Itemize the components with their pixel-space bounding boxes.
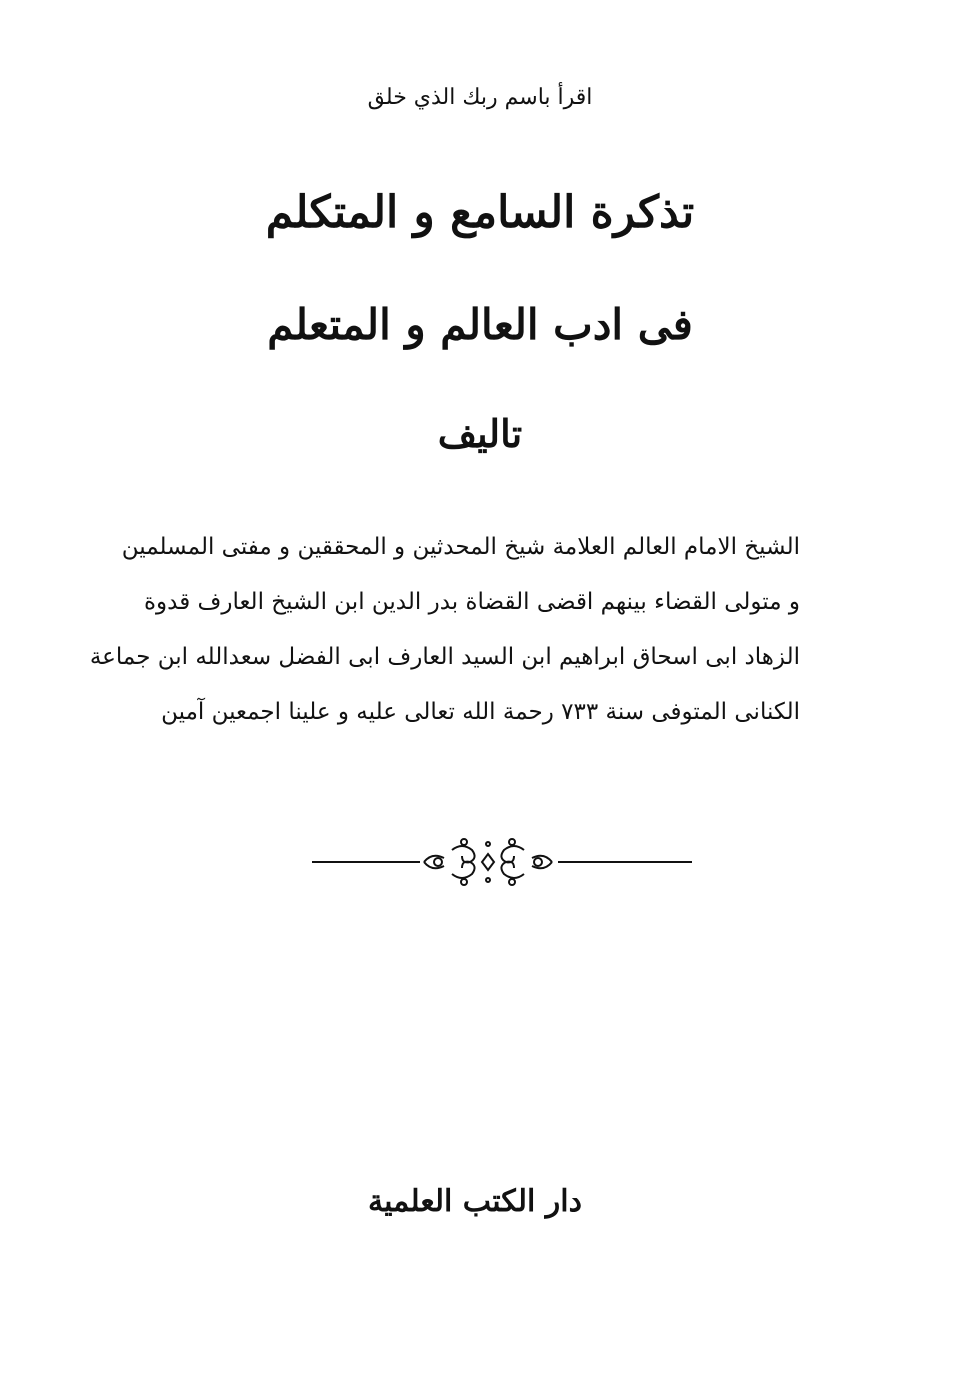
authorship-label: تاليف <box>437 411 523 456</box>
author-line: الشيخ الامام العالم العلامة شيخ المحدثين و المحققين و مفتى المسلمين <box>121 534 800 560</box>
author-line: الكنانى المتوفى سنة ٧٣٣ رحمة الله تعالى عليه و علينا اجمعين آمين <box>161 699 800 725</box>
author-line: و متولى القضاء بينهم اقضى القضاة بدر الدين ابن الشيخ العارف قدوة <box>143 589 800 615</box>
book-title: تذكرة السامع و المتكلم <box>265 187 695 238</box>
floral-ornament-icon <box>312 832 692 892</box>
author-description <box>89 520 800 740</box>
book-subtitle: فى ادب العالم و المتعلم <box>267 300 693 349</box>
opening-verse: اقرأ باسم ربك الذي خلق <box>367 85 593 110</box>
publisher-name: دار الكتب العلمية <box>368 1184 582 1219</box>
author-line: الزهاد ابى اسحاق ابراهيم ابن السيد العارف ابى الفضل سعدالله ابن جماعة <box>89 644 800 670</box>
